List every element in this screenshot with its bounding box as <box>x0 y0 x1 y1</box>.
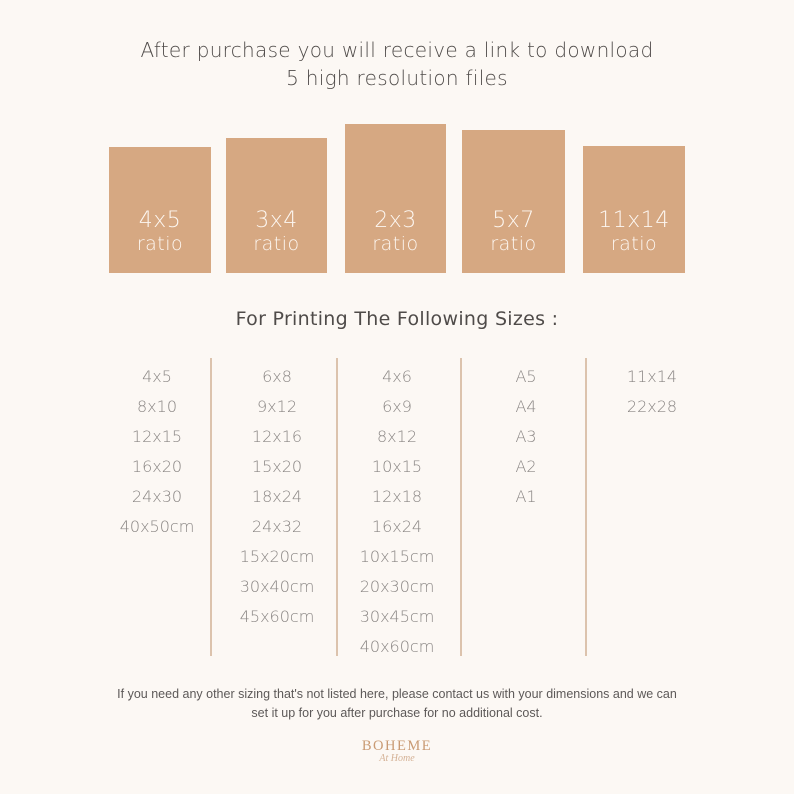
header-line-1: After purchase you will receive a link to download <box>140 38 654 62</box>
size-item: 30x45cm <box>359 607 435 626</box>
size-item: A1 <box>515 487 537 506</box>
size-item: 40x50cm <box>119 517 195 536</box>
size-item: 40x60cm <box>359 637 435 656</box>
column-divider <box>460 358 462 656</box>
column-divider <box>585 358 587 656</box>
size-item: 16x24 <box>371 517 423 536</box>
footer-note <box>0 685 794 723</box>
size-item: 9x12 <box>256 397 297 416</box>
brand-tagline: At Home <box>379 753 415 764</box>
column-divider <box>210 358 212 656</box>
size-item: 24x32 <box>251 517 303 536</box>
size-item: 10x15cm <box>359 547 435 566</box>
size-item: A5 <box>515 367 537 386</box>
footer-line-1: If you need any other sizing that's not listed here, please contact us with your dimensions and we can <box>117 687 677 701</box>
size-item: 12x16 <box>251 427 303 446</box>
size-item: 8x10 <box>136 397 177 416</box>
brand-logo: BOHEME <box>361 738 433 754</box>
ratio-value: 5x7 <box>492 208 535 233</box>
sizes-heading: For Printing The Following Sizes : <box>235 308 559 330</box>
size-item: 4x6 <box>382 367 412 386</box>
size-item: 11x14 <box>626 367 678 386</box>
ratio-label: ratio <box>610 233 658 255</box>
size-item: 45x60cm <box>239 607 315 626</box>
size-column-11x14 <box>602 362 702 422</box>
ratio-label: ratio <box>372 233 419 255</box>
ratio-value: 4x5 <box>138 208 182 233</box>
size-item: A3 <box>515 427 537 446</box>
ratio-box-5x7 <box>462 130 565 273</box>
ratio-box-11x14 <box>583 146 685 273</box>
size-item: 12x15 <box>131 427 183 446</box>
size-item: 6x9 <box>382 397 412 416</box>
size-item: A4 <box>515 397 537 416</box>
size-item: 22x28 <box>626 397 678 416</box>
size-item: 30x40cm <box>239 577 315 596</box>
ratio-box-3x4 <box>226 138 327 273</box>
size-column-iso <box>471 362 581 512</box>
size-item: 4x5 <box>142 367 172 386</box>
size-item: 10x15 <box>371 457 423 476</box>
size-item: 20x30cm <box>359 577 435 596</box>
size-column-4x5 <box>102 362 212 542</box>
ratio-value: 2x3 <box>374 208 417 233</box>
size-item: A2 <box>515 457 537 476</box>
size-item: 18x24 <box>251 487 303 506</box>
ratio-value: 11x14 <box>598 208 670 233</box>
column-divider <box>336 358 338 656</box>
header <box>0 36 794 92</box>
size-item: 12x18 <box>371 487 423 506</box>
size-item: 8x12 <box>376 427 417 446</box>
size-item: 15x20 <box>251 457 303 476</box>
size-column-2x3 <box>342 362 452 662</box>
ratio-label: ratio <box>136 233 184 255</box>
size-item: 6x8 <box>262 367 292 386</box>
ratio-label: ratio <box>490 233 537 255</box>
size-item: 16x20 <box>131 457 183 476</box>
size-column-3x4 <box>222 362 332 632</box>
ratio-label: ratio <box>253 233 300 255</box>
ratio-box-4x5 <box>109 147 211 273</box>
header-line-2: 5 high resolution files <box>286 66 508 90</box>
ratio-value: 3x4 <box>255 208 298 233</box>
footer-line-2: set it up for you after purchase for no additional cost. <box>251 706 543 720</box>
size-item: 24x30 <box>131 487 183 506</box>
size-item: 15x20cm <box>239 547 315 566</box>
ratio-box-2x3 <box>345 124 446 273</box>
